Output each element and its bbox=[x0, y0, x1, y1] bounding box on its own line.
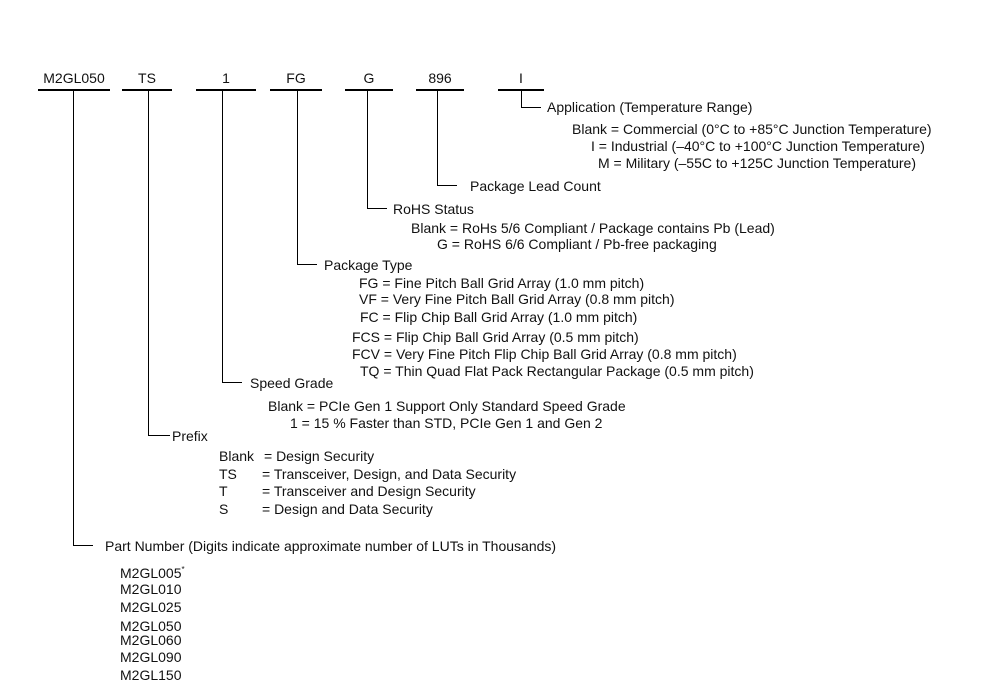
footnote-mark: * bbox=[181, 565, 185, 574]
prefix-option-desc: = Design and Data Security bbox=[262, 501, 433, 517]
connector-rohs-v bbox=[367, 90, 368, 208]
underline-prefix bbox=[122, 89, 172, 91]
connector-speed-grade-h bbox=[222, 382, 242, 383]
application-title: Application (Temperature Range) bbox=[547, 99, 753, 115]
speed-grade-option: 1 = 15 % Faster than STD, PCIe Gen 1 and Gen 2 bbox=[290, 415, 603, 431]
part-number-value: M2GL005 bbox=[120, 565, 182, 581]
connector-part-number-h bbox=[73, 545, 93, 546]
part-number-option bbox=[120, 562, 185, 581]
part-number-option: M2GL025 bbox=[120, 599, 182, 615]
application-option: I = Industrial (–40°C to +100°C Junction Temperature) bbox=[591, 138, 925, 154]
rohs-option: Blank = RoHs 5/6 Compliant / Package contains Pb (Lead) bbox=[411, 220, 775, 236]
connector-prefix-v bbox=[148, 90, 149, 435]
rohs-option: G = RoHS 6/6 Compliant / Pb-free packaging bbox=[437, 236, 717, 252]
package-type-option: VF = Very Fine Pitch Ball Grid Array (0.8 mm pitch) bbox=[359, 291, 675, 307]
part-number-option: M2GL150 bbox=[120, 667, 182, 683]
connector-lead-count-v bbox=[437, 90, 438, 185]
prefix-option-code: Blank bbox=[219, 448, 255, 464]
part-number-title: Part Number (Digits indicate approximate number of LUTs in Thousands) bbox=[105, 538, 557, 554]
package-type-option: FCS = Flip Chip Ball Grid Array (0.5 mm pitch) bbox=[352, 329, 639, 345]
package-type-option: FC = Flip Chip Ball Grid Array (1.0 mm pitch) bbox=[360, 309, 638, 325]
connector-application-v bbox=[521, 90, 522, 107]
underline-part-number bbox=[38, 89, 110, 91]
rohs-title: RoHS Status bbox=[393, 201, 474, 217]
connector-part-number-v bbox=[73, 90, 74, 545]
part-number-option: M2GL010 bbox=[120, 581, 182, 597]
part-number-option: M2GL090 bbox=[120, 649, 182, 665]
prefix-title: Prefix bbox=[172, 428, 208, 444]
underline-speed-grade bbox=[196, 89, 256, 91]
part-number-option: M2GL060 bbox=[120, 632, 182, 648]
underline-package-type bbox=[270, 89, 322, 91]
package-type-option: FCV = Very Fine Pitch Flip Chip Ball Grid Array (0.8 mm pitch) bbox=[352, 346, 737, 362]
code-prefix: TS bbox=[138, 70, 156, 86]
connector-rohs-h bbox=[367, 208, 387, 209]
connector-application-h bbox=[521, 107, 541, 108]
code-application: I bbox=[519, 70, 523, 86]
connector-lead-count-h bbox=[437, 185, 457, 186]
package-type-option: TQ = Thin Quad Flat Pack Rectangular Package (0.5 mm pitch) bbox=[360, 363, 754, 379]
application-option: Blank = Commercial (0°C to +85°C Junction Temperature) bbox=[572, 121, 932, 137]
code-speed-grade: 1 bbox=[222, 70, 230, 86]
code-lead-count: 896 bbox=[428, 70, 452, 86]
speed-grade-option: Blank = PCIe Gen 1 Support Only Standard Speed Grade bbox=[268, 398, 626, 414]
application-option: M = Military (–55C to +125C Junction Temperature) bbox=[598, 155, 916, 171]
prefix-option-desc: = Design Security bbox=[264, 448, 375, 464]
prefix-option-code: TS bbox=[219, 466, 237, 482]
underline-rohs bbox=[345, 89, 393, 91]
prefix-option-desc: = Transceiver and Design Security bbox=[262, 483, 476, 499]
lead-count-title: Package Lead Count bbox=[470, 178, 601, 194]
connector-package-type-h bbox=[297, 264, 317, 265]
prefix-option-desc: = Transceiver, Design, and Data Security bbox=[262, 466, 517, 482]
code-package-type: FG bbox=[286, 70, 306, 86]
prefix-option-code: S bbox=[219, 501, 229, 517]
connector-prefix-h bbox=[148, 435, 170, 436]
connector-speed-grade-v bbox=[222, 90, 223, 382]
underline-lead-count bbox=[416, 89, 464, 91]
package-type-title: Package Type bbox=[324, 257, 413, 273]
speed-grade-title: Speed Grade bbox=[250, 375, 334, 391]
prefix-option-code: T bbox=[219, 483, 228, 499]
code-rohs: G bbox=[363, 70, 375, 86]
part-number-option: M2GL050 bbox=[120, 618, 182, 634]
code-part-number: M2GL050 bbox=[43, 70, 105, 86]
connector-package-type-v bbox=[297, 90, 298, 264]
package-type-option: FG = Fine Pitch Ball Grid Array (1.0 mm pitch) bbox=[359, 275, 645, 291]
